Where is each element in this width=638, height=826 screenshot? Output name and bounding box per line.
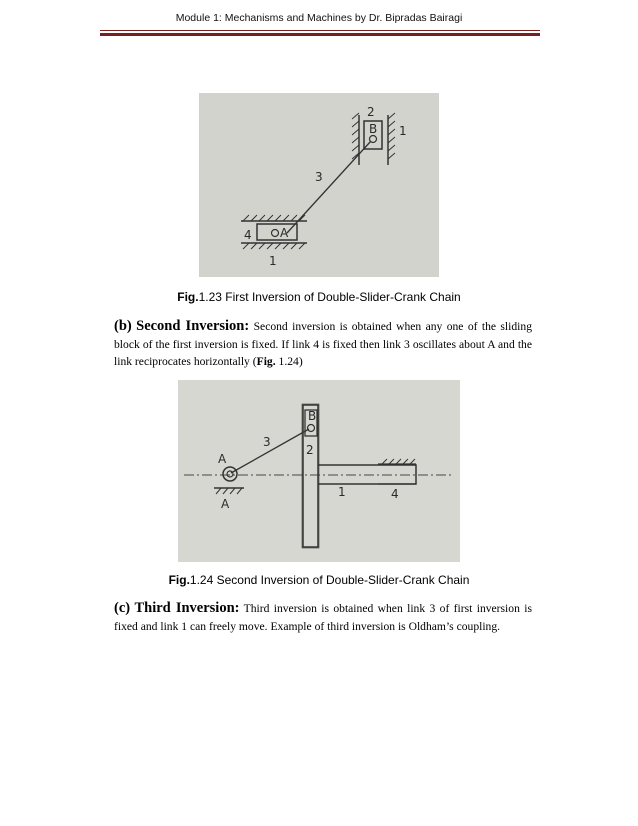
figure-1-image — [199, 93, 439, 277]
figure-2-caption — [0, 573, 638, 587]
fig2-label-2: 2 — [306, 443, 314, 457]
section-b-body-end: 1.24) — [275, 355, 303, 368]
section-c-paragraph — [114, 600, 532, 635]
header-rule-thin — [100, 30, 540, 31]
fig1-label-bottom-1: 1 — [269, 254, 277, 268]
fig1-label-b: B — [369, 122, 378, 136]
fig2-label-a-bottom: A — [221, 497, 230, 511]
fig2-label-1: 1 — [338, 485, 346, 499]
section-c-heading: Third Inversion: — [134, 600, 240, 616]
section-b-paragraph — [114, 318, 532, 371]
fig2-label-b: B — [308, 409, 317, 423]
section-b-fig-ref: Fig. — [256, 355, 276, 368]
figure-2-caption-prefix: Fig. — [168, 573, 190, 587]
fig1-label-2: 2 — [367, 105, 375, 119]
section-b-tag: (b) — [114, 318, 132, 334]
fig2-label-4: 4 — [391, 487, 399, 501]
section-c-tag: (c) — [114, 600, 131, 616]
figure-2-caption-text: 1.24 Second Inversion of Double-Slider-Crank Chain — [189, 573, 470, 587]
figure-1-caption-text: 1.23 First Inversion of Double-Slider-Crank Chain — [198, 290, 461, 304]
fig1-label-1: 1 — [399, 124, 407, 138]
fig2-label-3: 3 — [263, 435, 271, 449]
page-header: Module 1: Mechanisms and Machines by Dr. Bipradas Bairagi — [175, 12, 463, 24]
figure-2-image — [178, 380, 460, 562]
fig1-label-4: 4 — [244, 228, 252, 242]
section-b-heading: Second Inversion: — [136, 318, 250, 334]
fig2-label-a-top: A — [218, 452, 227, 466]
fig1-label-3: 3 — [315, 170, 323, 184]
section-c-body: Third inversion is obtained when link 3 of first inversion is fixed and link 1 can freely move. Example of third inversion is Oldham’s coupling. — [114, 602, 532, 633]
figure-1-caption-prefix: Fig. — [177, 290, 199, 304]
header-rule-thick — [100, 33, 540, 36]
figure-1-caption — [0, 290, 638, 304]
figure-1-sketch — [199, 93, 439, 277]
fig1-label-a: A — [280, 226, 289, 240]
section-b-body: Second inversion is obtained when any one of the sliding block of the first inversion is fixed. If link 4 is fixed then link 3 oscillates about A and the link reciprocates horizontally ( — [114, 320, 532, 368]
figure-2-sketch — [178, 380, 460, 562]
